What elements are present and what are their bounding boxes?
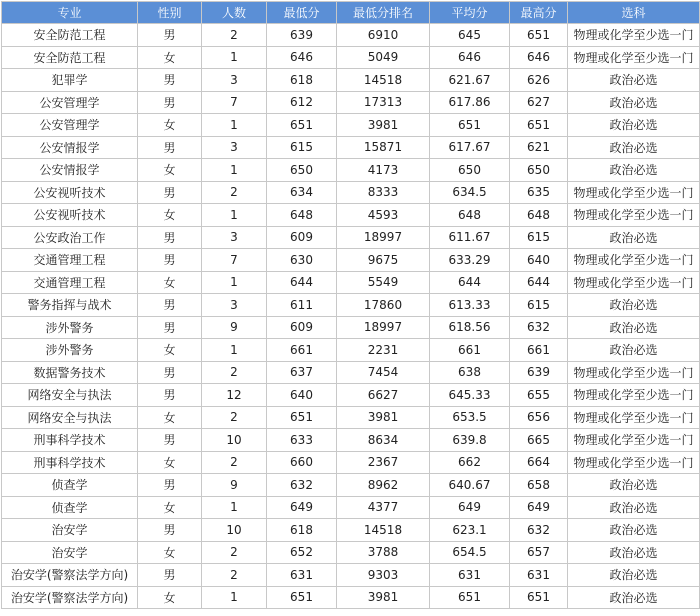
max-score-cell: 651 <box>510 586 568 609</box>
table-row <box>2 586 700 609</box>
major-cell: 治安学 <box>2 541 138 564</box>
avg-score-cell: 633.29 <box>430 249 510 272</box>
min-rank-cell: 3981 <box>337 114 430 137</box>
count-cell: 3 <box>202 69 267 92</box>
min-score-cell: 639 <box>267 24 337 47</box>
min-score-cell: 611 <box>267 294 337 317</box>
min-score-cell: 651 <box>267 406 337 429</box>
count-cell: 1 <box>202 114 267 137</box>
gender-cell: 男 <box>138 361 202 384</box>
avg-score-cell: 640.67 <box>430 474 510 497</box>
min-rank-cell: 3788 <box>337 541 430 564</box>
avg-score-cell: 639.8 <box>430 429 510 452</box>
max-score-cell: 657 <box>510 541 568 564</box>
count-cell: 3 <box>202 136 267 159</box>
table-row <box>2 406 700 429</box>
count-cell: 3 <box>202 226 267 249</box>
gender-cell: 女 <box>138 114 202 137</box>
avg-score-cell: 649 <box>430 496 510 519</box>
min-score-cell: 618 <box>267 519 337 542</box>
avg-score-cell: 644 <box>430 271 510 294</box>
subjects-cell: 政治必选 <box>568 339 700 362</box>
header-row <box>2 2 700 24</box>
gender-cell: 男 <box>138 226 202 249</box>
count-cell: 1 <box>202 46 267 69</box>
avg-score-cell: 646 <box>430 46 510 69</box>
gender-cell: 男 <box>138 519 202 542</box>
header-avg-score: 平均分 <box>430 2 510 24</box>
major-cell: 公安视听技术 <box>2 181 138 204</box>
count-cell: 2 <box>202 541 267 564</box>
min-score-cell: 648 <box>267 204 337 227</box>
gender-cell: 男 <box>138 474 202 497</box>
count-cell: 1 <box>202 271 267 294</box>
min-score-cell: 661 <box>267 339 337 362</box>
min-rank-cell: 14518 <box>337 519 430 542</box>
header-max-score: 最高分 <box>510 2 568 24</box>
max-score-cell: 626 <box>510 69 568 92</box>
avg-score-cell: 653.5 <box>430 406 510 429</box>
avg-score-cell: 661 <box>430 339 510 362</box>
major-cell: 公安情报学 <box>2 136 138 159</box>
avg-score-cell: 638 <box>430 361 510 384</box>
avg-score-cell: 662 <box>430 451 510 474</box>
max-score-cell: 651 <box>510 24 568 47</box>
major-cell: 公安管理学 <box>2 114 138 137</box>
count-cell: 10 <box>202 519 267 542</box>
table-row <box>2 361 700 384</box>
major-cell: 侦查学 <box>2 496 138 519</box>
header-min-score: 最低分 <box>267 2 337 24</box>
min-score-cell: 646 <box>267 46 337 69</box>
table-row <box>2 69 700 92</box>
gender-cell: 男 <box>138 136 202 159</box>
major-cell: 安全防范工程 <box>2 46 138 69</box>
avg-score-cell: 613.33 <box>430 294 510 317</box>
avg-score-cell: 654.5 <box>430 541 510 564</box>
subjects-cell: 政治必选 <box>568 541 700 564</box>
avg-score-cell: 651 <box>430 586 510 609</box>
max-score-cell: 650 <box>510 159 568 182</box>
gender-cell: 男 <box>138 69 202 92</box>
subjects-cell: 政治必选 <box>568 564 700 587</box>
major-cell: 数据警务技术 <box>2 361 138 384</box>
min-score-cell: 609 <box>267 316 337 339</box>
min-score-cell: 640 <box>267 384 337 407</box>
min-rank-cell: 18997 <box>337 226 430 249</box>
min-rank-cell: 7454 <box>337 361 430 384</box>
header-subjects: 选科 <box>568 2 700 24</box>
gender-cell: 女 <box>138 451 202 474</box>
min-score-cell: 631 <box>267 564 337 587</box>
subjects-cell: 物理或化学至少选一门 <box>568 406 700 429</box>
min-score-cell: 615 <box>267 136 337 159</box>
avg-score-cell: 621.67 <box>430 69 510 92</box>
gender-cell: 男 <box>138 316 202 339</box>
subjects-cell: 政治必选 <box>568 226 700 249</box>
table-row <box>2 429 700 452</box>
subjects-cell: 政治必选 <box>568 294 700 317</box>
max-score-cell: 655 <box>510 384 568 407</box>
major-cell: 公安视听技术 <box>2 204 138 227</box>
max-score-cell: 661 <box>510 339 568 362</box>
major-cell: 交通管理工程 <box>2 249 138 272</box>
gender-cell: 女 <box>138 496 202 519</box>
table-row <box>2 496 700 519</box>
min-rank-cell: 4173 <box>337 159 430 182</box>
avg-score-cell: 611.67 <box>430 226 510 249</box>
max-score-cell: 639 <box>510 361 568 384</box>
subjects-cell: 物理或化学至少选一门 <box>568 249 700 272</box>
gender-cell: 女 <box>138 46 202 69</box>
subjects-cell: 政治必选 <box>568 586 700 609</box>
gender-cell: 男 <box>138 294 202 317</box>
gender-cell: 男 <box>138 249 202 272</box>
min-rank-cell: 9303 <box>337 564 430 587</box>
count-cell: 10 <box>202 429 267 452</box>
subjects-cell: 物理或化学至少选一门 <box>568 181 700 204</box>
table-row <box>2 159 700 182</box>
max-score-cell: 649 <box>510 496 568 519</box>
table-row <box>2 474 700 497</box>
min-rank-cell: 6627 <box>337 384 430 407</box>
min-rank-cell: 2231 <box>337 339 430 362</box>
count-cell: 1 <box>202 496 267 519</box>
major-cell: 刑事科学技术 <box>2 451 138 474</box>
table-header <box>2 2 700 24</box>
count-cell: 3 <box>202 294 267 317</box>
avg-score-cell: 650 <box>430 159 510 182</box>
table-row <box>2 519 700 542</box>
table-row <box>2 271 700 294</box>
subjects-cell: 政治必选 <box>568 91 700 114</box>
table-row <box>2 339 700 362</box>
header-gender: 性别 <box>138 2 202 24</box>
min-score-cell: 632 <box>267 474 337 497</box>
avg-score-cell: 617.86 <box>430 91 510 114</box>
major-cell: 治安学(警察法学方向) <box>2 586 138 609</box>
avg-score-cell: 631 <box>430 564 510 587</box>
min-rank-cell: 4377 <box>337 496 430 519</box>
major-cell: 网络安全与执法 <box>2 406 138 429</box>
count-cell: 1 <box>202 159 267 182</box>
subjects-cell: 物理或化学至少选一门 <box>568 24 700 47</box>
gender-cell: 女 <box>138 159 202 182</box>
max-score-cell: 615 <box>510 294 568 317</box>
min-score-cell: 634 <box>267 181 337 204</box>
min-rank-cell: 17860 <box>337 294 430 317</box>
max-score-cell: 615 <box>510 226 568 249</box>
major-cell: 公安管理学 <box>2 91 138 114</box>
min-rank-cell: 4593 <box>337 204 430 227</box>
subjects-cell: 物理或化学至少选一门 <box>568 361 700 384</box>
table-row <box>2 226 700 249</box>
subjects-cell: 物理或化学至少选一门 <box>568 204 700 227</box>
min-rank-cell: 2367 <box>337 451 430 474</box>
max-score-cell: 621 <box>510 136 568 159</box>
count-cell: 2 <box>202 451 267 474</box>
min-score-cell: 633 <box>267 429 337 452</box>
admission-scores-table <box>1 1 700 609</box>
count-cell: 7 <box>202 249 267 272</box>
major-cell: 安全防范工程 <box>2 24 138 47</box>
table-row <box>2 249 700 272</box>
max-score-cell: 635 <box>510 181 568 204</box>
max-score-cell: 648 <box>510 204 568 227</box>
major-cell: 刑事科学技术 <box>2 429 138 452</box>
count-cell: 2 <box>202 406 267 429</box>
subjects-cell: 政治必选 <box>568 519 700 542</box>
min-rank-cell: 8962 <box>337 474 430 497</box>
min-rank-cell: 3981 <box>337 406 430 429</box>
count-cell: 2 <box>202 24 267 47</box>
avg-score-cell: 651 <box>430 114 510 137</box>
max-score-cell: 646 <box>510 46 568 69</box>
min-score-cell: 612 <box>267 91 337 114</box>
table-body <box>2 24 700 609</box>
gender-cell: 男 <box>138 24 202 47</box>
count-cell: 9 <box>202 316 267 339</box>
max-score-cell: 627 <box>510 91 568 114</box>
major-cell: 治安学(警察法学方向) <box>2 564 138 587</box>
header-major: 专业 <box>2 2 138 24</box>
avg-score-cell: 648 <box>430 204 510 227</box>
subjects-cell: 物理或化学至少选一门 <box>568 429 700 452</box>
header-min-rank: 最低分排名 <box>337 2 430 24</box>
min-score-cell: 651 <box>267 586 337 609</box>
avg-score-cell: 618.56 <box>430 316 510 339</box>
table-row <box>2 46 700 69</box>
min-rank-cell: 8634 <box>337 429 430 452</box>
min-rank-cell: 5049 <box>337 46 430 69</box>
max-score-cell: 656 <box>510 406 568 429</box>
gender-cell: 男 <box>138 181 202 204</box>
min-rank-cell: 3981 <box>337 586 430 609</box>
table-row <box>2 451 700 474</box>
gender-cell: 男 <box>138 91 202 114</box>
max-score-cell: 640 <box>510 249 568 272</box>
gender-cell: 女 <box>138 204 202 227</box>
count-cell: 1 <box>202 339 267 362</box>
max-score-cell: 665 <box>510 429 568 452</box>
major-cell: 交通管理工程 <box>2 271 138 294</box>
count-cell: 12 <box>202 384 267 407</box>
major-cell: 警务指挥与战术 <box>2 294 138 317</box>
gender-cell: 男 <box>138 564 202 587</box>
major-cell: 公安情报学 <box>2 159 138 182</box>
min-score-cell: 609 <box>267 226 337 249</box>
gender-cell: 女 <box>138 541 202 564</box>
gender-cell: 女 <box>138 339 202 362</box>
major-cell: 涉外警务 <box>2 316 138 339</box>
header-count: 人数 <box>202 2 267 24</box>
table-row <box>2 384 700 407</box>
major-cell: 犯罪学 <box>2 69 138 92</box>
table-row <box>2 294 700 317</box>
min-rank-cell: 9675 <box>337 249 430 272</box>
max-score-cell: 632 <box>510 519 568 542</box>
table-row <box>2 91 700 114</box>
gender-cell: 男 <box>138 384 202 407</box>
subjects-cell: 政治必选 <box>568 496 700 519</box>
min-score-cell: 652 <box>267 541 337 564</box>
min-rank-cell: 6910 <box>337 24 430 47</box>
min-score-cell: 651 <box>267 114 337 137</box>
min-score-cell: 618 <box>267 69 337 92</box>
max-score-cell: 651 <box>510 114 568 137</box>
count-cell: 9 <box>202 474 267 497</box>
major-cell: 涉外警务 <box>2 339 138 362</box>
subjects-cell: 政治必选 <box>568 474 700 497</box>
avg-score-cell: 645 <box>430 24 510 47</box>
avg-score-cell: 645.33 <box>430 384 510 407</box>
count-cell: 1 <box>202 586 267 609</box>
count-cell: 1 <box>202 204 267 227</box>
gender-cell: 女 <box>138 271 202 294</box>
min-score-cell: 637 <box>267 361 337 384</box>
table-row <box>2 316 700 339</box>
min-score-cell: 650 <box>267 159 337 182</box>
min-rank-cell: 15871 <box>337 136 430 159</box>
min-score-cell: 660 <box>267 451 337 474</box>
count-cell: 2 <box>202 181 267 204</box>
count-cell: 2 <box>202 564 267 587</box>
count-cell: 7 <box>202 91 267 114</box>
subjects-cell: 物理或化学至少选一门 <box>568 271 700 294</box>
max-score-cell: 644 <box>510 271 568 294</box>
major-cell: 治安学 <box>2 519 138 542</box>
table-row <box>2 114 700 137</box>
table-row <box>2 181 700 204</box>
table-row <box>2 204 700 227</box>
table-row <box>2 24 700 47</box>
major-cell: 侦查学 <box>2 474 138 497</box>
min-rank-cell: 18997 <box>337 316 430 339</box>
gender-cell: 女 <box>138 406 202 429</box>
min-score-cell: 630 <box>267 249 337 272</box>
subjects-cell: 物理或化学至少选一门 <box>568 46 700 69</box>
table-row <box>2 541 700 564</box>
major-cell: 网络安全与执法 <box>2 384 138 407</box>
min-rank-cell: 17313 <box>337 91 430 114</box>
subjects-cell: 物理或化学至少选一门 <box>568 451 700 474</box>
subjects-cell: 政治必选 <box>568 316 700 339</box>
subjects-cell: 政治必选 <box>568 159 700 182</box>
min-rank-cell: 8333 <box>337 181 430 204</box>
subjects-cell: 政治必选 <box>568 69 700 92</box>
max-score-cell: 664 <box>510 451 568 474</box>
max-score-cell: 631 <box>510 564 568 587</box>
subjects-cell: 政治必选 <box>568 114 700 137</box>
min-rank-cell: 14518 <box>337 69 430 92</box>
min-rank-cell: 5549 <box>337 271 430 294</box>
min-score-cell: 649 <box>267 496 337 519</box>
avg-score-cell: 634.5 <box>430 181 510 204</box>
avg-score-cell: 623.1 <box>430 519 510 542</box>
avg-score-cell: 617.67 <box>430 136 510 159</box>
major-cell: 公安政治工作 <box>2 226 138 249</box>
table-row <box>2 136 700 159</box>
table-row <box>2 564 700 587</box>
subjects-cell: 物理或化学至少选一门 <box>568 384 700 407</box>
min-score-cell: 644 <box>267 271 337 294</box>
max-score-cell: 632 <box>510 316 568 339</box>
max-score-cell: 658 <box>510 474 568 497</box>
gender-cell: 男 <box>138 429 202 452</box>
gender-cell: 女 <box>138 586 202 609</box>
subjects-cell: 政治必选 <box>568 136 700 159</box>
count-cell: 2 <box>202 361 267 384</box>
